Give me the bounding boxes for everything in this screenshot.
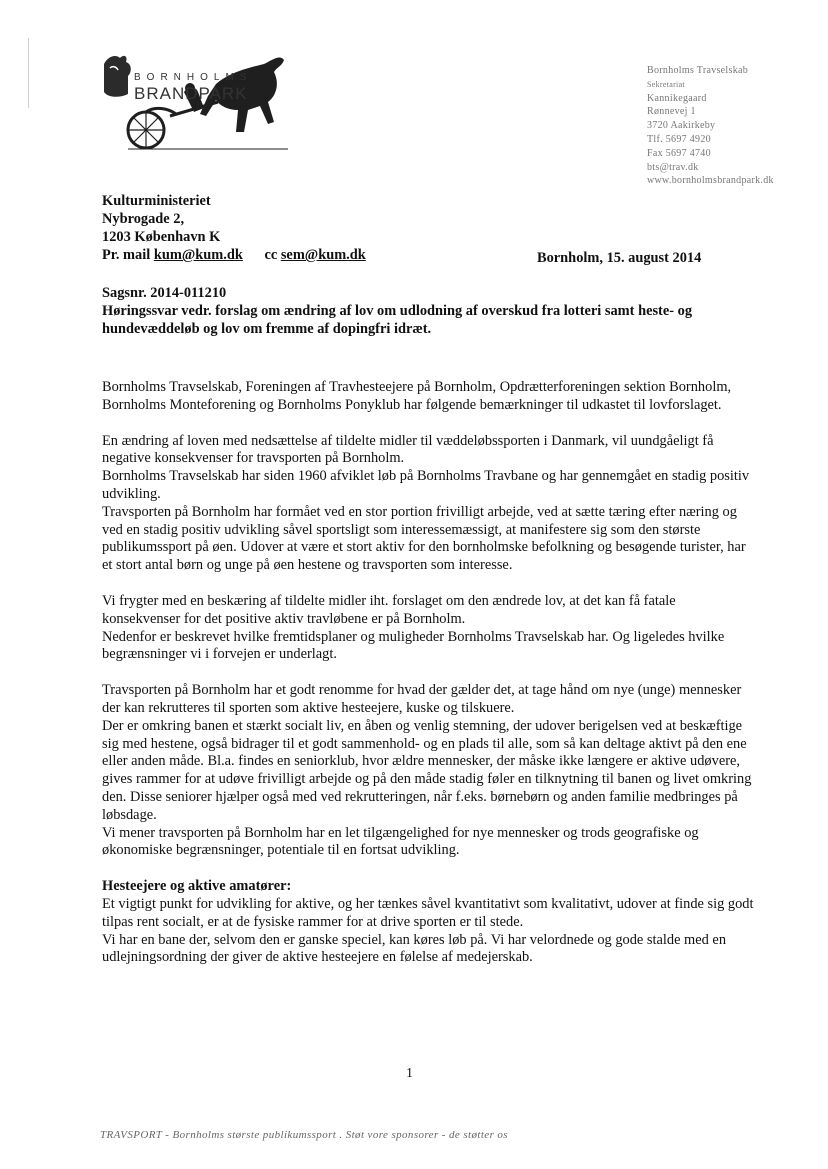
paragraph-line: Bornholms Travselskab har siden 1960 afviklet løb på Bornholms Travbane og har gennemgået en stadig positiv udvikling.	[102, 468, 750, 502]
sender-line: Sekretariat	[647, 79, 685, 89]
paragraph: Bornholms Travselskab, Foreningen af Travhesteejere på Bornholm, Opdrætterforeningen sektion Bornholm, Bornholms Monteforening og Bornholms Ponyklub har følgende bemærkninger til udkastet til lovforslaget.	[102, 379, 732, 413]
paragraph-line: Vi frygter med en beskæring af tildelte midler iht. forslaget om den ændrede lov, at det kan få fatale konsekvenser for det positive aktiv travløbene er på Bornholm.	[102, 592, 676, 627]
sender-address-block	[647, 64, 774, 188]
subject-block	[102, 284, 762, 338]
paragraph-line: Travsporten på Bornholm har et godt renomme for hvad der gælder det, at tage hånd om nye (unge) mennesker der kan rekrutteres til sporten som aktive hesteejere, kuske og tilskuere.	[102, 682, 742, 716]
paragraph	[102, 593, 754, 664]
paragraph	[102, 682, 754, 860]
margin-rule	[28, 38, 29, 108]
recipient-mail-line	[102, 246, 366, 264]
page-number: 1	[406, 1066, 413, 1081]
sender-line: Rønnevej 1	[647, 106, 696, 118]
paragraph-line: Vi mener travsporten på Bornholm har en let tilgængelighed for nye mennesker og trods geografiske og økonomiske begrænsninger, potentiale til en fortsat udvikling.	[102, 824, 699, 859]
sender-line: 3720 Aakirkeby	[647, 120, 716, 132]
mail-link[interactable]: kum@kum.dk	[153, 247, 243, 263]
paragraph-line: Travsporten på Bornholm har formået ved en stor portion frivilligt arbejde, ved at sætte tæring efter næring og ved en stadig positiv udvikling såvel sportsligt som interessemæssigt, at manifestere sig som den største publikumssport på øen. Udover at være et stort aktiv for den bornholmske befolkning og besøgende turister, har et stort antal børn og unge på øen hestene og travsporten som interesse.	[102, 503, 746, 574]
paragraph-line: Der er omkring banen et stærkt socialt liv, en åben og venlig stemning, der udover berigelsen ved at beskæftige sig med hestene, også bidrager til et godt sammenhold- og en plads til alle, som så kan deltage aktivt på den ene eller anden måde. Bl.a. findes en seniorklub, hvor ældre mennesker, der måske ikke længere er aktive udøvere, gives rammer for at udøve frivilligt arbejde og på den måde stadig føler en tilknytning til banen og livet omkring den. Disse seniorer hjælper også med ved rekrutteringen, når f.eks. børnebørn og anden familie medbringes på løbsdage.	[102, 717, 752, 823]
paragraph-line: Vi har en bane der, selvom den er ganske speciel, kan køres løb på. Vi har velordnede og gode stalde med en udlejningsordning der giver de aktive hesteejere en følelse af medejerskab.	[102, 931, 727, 966]
logo-word-brandpark: BRANDPARK	[134, 84, 248, 103]
paragraph	[102, 433, 754, 575]
footer-slogan: TRAVSPORT - Bornholms største publikumssport . Støt vore sponsorer - de støtter os	[100, 1129, 508, 1141]
sender-line: www.bornholmsbrandpark.dk	[647, 175, 774, 187]
sender-line: Bornholms Travselskab	[647, 65, 749, 76]
cc-mail-link[interactable]: sem@kum.dk	[280, 247, 366, 263]
cc-prefix: cc	[264, 247, 278, 263]
letter-body	[102, 379, 754, 985]
mail-prefix: Pr. mail	[102, 247, 151, 263]
paragraph-line: En ændring af loven med nedsættelse af tildelte midler til væddeløbssporten i Danmark, vil uundgåeligt få negative konsekvenser for travsporten på Bornholm.	[102, 432, 714, 467]
recipient-address	[102, 192, 366, 264]
paragraph	[102, 896, 754, 967]
brandpark-logo	[98, 50, 298, 152]
sender-line: Fax 5697 4740	[647, 147, 711, 159]
letter-date: Bornholm, 15. august 2014	[537, 250, 702, 266]
recipient-name: Kulturministeriet	[102, 193, 211, 209]
sender-line: bts@trav.dk	[647, 161, 699, 173]
paragraph-line: Et vigtigt punkt for udvikling for aktive, og her tænkes såvel kvantitativt som kvalitativt, udover at finde sig godt tilpas rent socialt, er at de fysiske rammer for at drive sporten er til stede.	[102, 895, 754, 930]
recipient-city: 1203 København K	[102, 229, 221, 245]
paragraph-line: Nedenfor er beskrevet hvilke fremtidsplaner og muligheder Bornholms Travselskab har. Og ligeledes hvilke begrænsninger vi i forvejen er underlagt.	[102, 628, 725, 663]
logo-word-bornholms: BORNHOLMS	[134, 72, 253, 83]
sender-line: Kannikegaard	[647, 92, 707, 104]
case-number: Sagsnr. 2014-011210	[102, 285, 227, 301]
section-heading: Hesteejere og aktive amatører:	[102, 878, 292, 895]
recipient-street: Nybrogade 2,	[102, 211, 185, 227]
sender-line: Tlf. 5697 4920	[647, 133, 711, 145]
subject-title: Høringssvar vedr. forslag om ændring af lov om udlodning af overskud fra lotteri samt heste- og hundevæddeløb og lov om fremme af dopingfri idræt.	[102, 303, 693, 337]
